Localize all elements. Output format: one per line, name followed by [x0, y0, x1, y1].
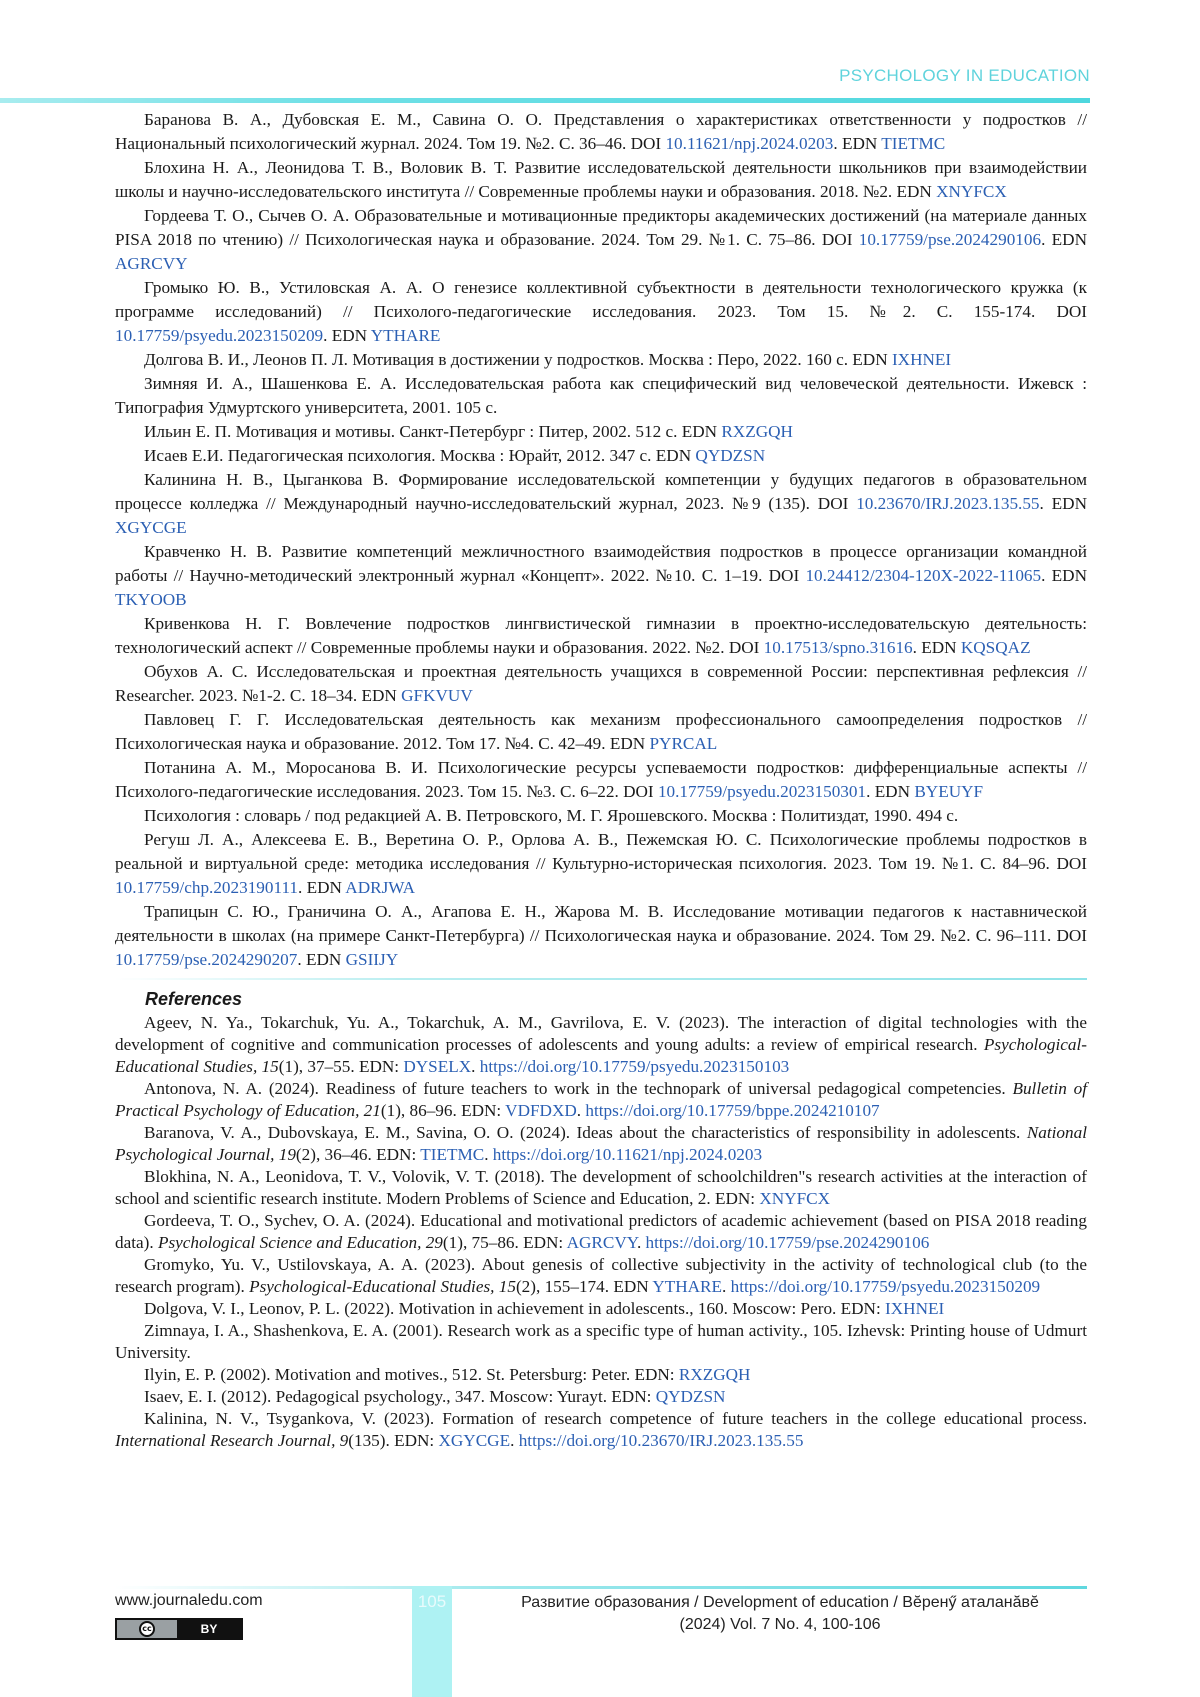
reference-text: Баранова В. А., Дубовская Е. М., Савина О. О. Представления о характеристиках ответственности у подростков // Национальный психологический журнал. 2024. Том 19. №2. С. 36–46. DOI: [115, 110, 1087, 153]
page-number: 105: [417, 1592, 447, 1611]
reference-text: Потанина А. М., Моросанова В. И. Психологические ресурсы успеваемости подростков: дифференциальные аспекты // Психолого-педагогические исследования. 2023. Том 15. №3. С. 6–22. DOI: [115, 758, 1087, 801]
russian-reference-list: [115, 108, 1087, 972]
license-label: BY: [200, 1622, 218, 1636]
reference-item: [115, 1078, 1087, 1122]
reference-item: [115, 804, 1087, 828]
reference-item: [115, 1012, 1087, 1078]
edn-label: . EDN: [1039, 494, 1087, 513]
reference-pages: (2), 36–46. EDN:: [295, 1145, 421, 1164]
edn-link[interactable]: GFKVUV: [401, 686, 473, 705]
doi-url-link[interactable]: https://doi.org/10.17759/psyedu.2023150103: [479, 1057, 790, 1076]
reference-item: [115, 156, 1087, 204]
reference-text: Регуш Л. А., Алексеева Е. В., Веретина О. Р., Орлова А. В., Пежемская Ю. С. Психологические проблемы подростков в реальной и виртуальной среде: методика исследования // Культурно-историческая психология. 2023. Том 19. №1. С. 84–96. DOI: [115, 830, 1087, 873]
edn-label: . EDN: [866, 782, 915, 801]
section-separator: [115, 978, 1087, 980]
separator-text: .: [510, 1431, 519, 1450]
edn-link[interactable]: ADRJWA: [345, 878, 415, 897]
reference-text: Исаев Е.И. Педагогическая психология. Москва : Юрайт, 2012. 347 с. EDN: [144, 446, 696, 465]
reference-item: [115, 372, 1087, 420]
edn-link[interactable]: YTHARE: [652, 1277, 723, 1296]
reference-text: Трапицын С. Ю., Граничина О. А., Агапова Е. Н., Жарова М. В. Исследование мотивации педагогов к наставнической деятельности в школах (на примере Санкт-Петербурга) // Психологическая наука и образование. 2024. Том 29. №2. С. 96–111. DOI: [115, 902, 1087, 945]
edn-link[interactable]: IXHNEI: [891, 350, 952, 369]
edn-link[interactable]: TIETMC: [881, 134, 946, 153]
edn-link[interactable]: BYEUYF: [914, 782, 984, 801]
reference-item: [115, 1210, 1087, 1254]
reference-text: Gromyko, Yu. V., Ustilovskaya, A. A. (2023). About genesis of collective subjectivity in the activity of technological club (to the research program).: [115, 1255, 1087, 1296]
reference-item: [115, 1320, 1087, 1364]
separator-text: .: [471, 1057, 480, 1076]
reference-text: Blokhina, N. A., Leonidova, T. V., Volovik, V. T. (2018). The development of schoolchildren"s research activities at the interaction of school and scientific research institute. Modern Problems of Science and Education, 2. EDN:: [115, 1167, 1087, 1208]
reference-item: [115, 540, 1087, 612]
doi-url-link[interactable]: https://doi.org/10.17759/psyedu.2023150209: [730, 1277, 1041, 1296]
reference-text: Громыко Ю. В., Устиловская А. А. О генезисе коллективной субъектности в деятельности технологического кружка (к программе исследований) // Психолого-педагогические исследования. 2023. Том 15. №2. С. 155-174. DOI: [115, 278, 1087, 321]
separator-text: .: [636, 1233, 646, 1252]
reference-text: Блохина Н. А., Леонидова Т. В., Воловик В. Т. Развитие исследовательской деятельности школьников при взаимодействии школы и научно-исследовательского института // Современные проблемы науки и образования. 2018. №2. EDN: [115, 158, 1087, 201]
reference-item: [115, 1166, 1087, 1210]
reference-item: [115, 276, 1087, 348]
edn-link[interactable]: TKYOOB: [115, 590, 187, 609]
page-content: [115, 108, 1087, 1452]
doi-url-link[interactable]: https://doi.org/10.17759/pse.2024290106: [645, 1233, 930, 1252]
edn-link[interactable]: TIETMC: [420, 1145, 485, 1164]
doi-link[interactable]: 10.17759/psyedu.2023150209: [115, 326, 324, 345]
doi-url-link[interactable]: https://doi.org/10.17759/bppe.2024210107: [585, 1101, 880, 1120]
edn-link[interactable]: PYRCAL: [649, 734, 718, 753]
journal-section-label: PSYCHOLOGY IN EDUCATION: [839, 66, 1090, 85]
reference-pages: (1), 86–96. EDN:: [380, 1101, 506, 1120]
separator-text: .: [576, 1101, 586, 1120]
journal-name: Psychological-Educational Studies, 15: [115, 1035, 1087, 1076]
edn-link[interactable]: IXHNEI: [885, 1299, 945, 1318]
edn-label: . EDN: [912, 638, 961, 657]
edn-link[interactable]: AGRCVY: [566, 1233, 637, 1252]
reference-item: [115, 828, 1087, 900]
journal-citation: [470, 1592, 1090, 1636]
edn-link[interactable]: VDFDXD: [505, 1101, 577, 1120]
reference-text: Zimnaya, I. A., Shashenkova, E. A. (2001). Research work as a specific type of human activity., 105. Izhevsk: Printing house of Udmurt University.: [115, 1321, 1087, 1362]
doi-link[interactable]: 10.23670/IRJ.2023.135.55: [856, 494, 1040, 513]
separator-text: .: [722, 1277, 731, 1296]
journal-name: National Psychological Journal, 19: [115, 1123, 1087, 1164]
journal-name: Bulletin of Practical Psychology of Education, 21: [115, 1079, 1087, 1120]
english-reference-list: [115, 1012, 1087, 1452]
reference-item: [115, 1254, 1087, 1298]
header-rule: [0, 98, 1090, 103]
reference-pages: (135). EDN:: [348, 1431, 439, 1450]
reference-item: [115, 1364, 1087, 1386]
cc-icon: cc: [139, 1621, 155, 1637]
reference-text: Ильин Е. П. Мотивация и мотивы. Санкт-Петербург : Питер, 2002. 512 с. EDN: [144, 422, 722, 441]
edn-label: . EDN: [1041, 230, 1087, 249]
reference-pages: (1), 75–86. EDN:: [442, 1233, 567, 1252]
edn-label: . EDN: [1041, 566, 1087, 585]
edn-label: . EDN: [297, 950, 346, 969]
reference-item: [115, 468, 1087, 540]
reference-text: Кравченко Н. В. Развитие компетенций межличностного взаимодействия подростков в процессе организации командной работы // Научно-методический электронный журнал «Концепт». 2022. №10. С. 1–19. DOI: [115, 542, 1087, 585]
doi-link[interactable]: 10.17759/chp.2023190111: [115, 878, 299, 897]
cc-by-license-badge[interactable]: [115, 1618, 243, 1640]
reference-item: [115, 1386, 1087, 1408]
edn-link[interactable]: GSIIJY: [345, 950, 399, 969]
reference-item: [115, 1298, 1087, 1320]
reference-item: [115, 1408, 1087, 1452]
doi-link[interactable]: 10.17759/pse.2024290207: [115, 950, 298, 969]
doi-link[interactable]: 10.11621/npj.2024.0203: [665, 134, 834, 153]
edn-link[interactable]: XGYCGE: [438, 1431, 511, 1450]
reference-pages: (1), 37–55. EDN:: [278, 1057, 404, 1076]
reference-text: Isaev, E. I. (2012). Pedagogical psychology., 347. Moscow: Yurayt. EDN:: [144, 1387, 656, 1406]
edn-label: . EDN: [833, 134, 882, 153]
edn-link[interactable]: AGRCVY: [115, 254, 188, 273]
reference-text: Зимняя И. А., Шашенкова Е. А. Исследовательская работа как специфический вид человеческой деятельности. Ижевск : Типография Удмуртского университета, 2001. 105 с.: [115, 374, 1087, 417]
reference-item: [115, 756, 1087, 804]
journal-website-link[interactable]: www.journaledu.com: [115, 1592, 263, 1609]
journal-volume-line: (2024) Vol. 7 No. 4, 100-106: [679, 1616, 881, 1633]
edn-link[interactable]: DYSELX: [403, 1057, 472, 1076]
reference-text: Gordeeva, T. O., Sychev, O. A. (2024). Educational and motivational predictors of academic achievement (based on PISA 2018 reading data).: [115, 1211, 1087, 1252]
doi-url-link[interactable]: https://doi.org/10.11621/npj.2024.0203: [492, 1145, 763, 1164]
reference-text: Кривенкова Н. Г. Вовлечение подростков лингвистической гимназии в проектно-исследовательскую деятельность: технологический аспект // Современные проблемы науки и образования. 2022. №2. DOI: [115, 614, 1087, 657]
doi-link[interactable]: 10.17513/spno.31616: [763, 638, 913, 657]
journal-title-line: Развитие образования / Development of education / Вĕренӳ аталанăвĕ: [521, 1594, 1039, 1611]
reference-text: Гордеева Т. О., Сычев О. А. Образовательные и мотивационные предикторы академических достижений (на материале данных PISA 2018 по чтению) // Психологическая наука и образование. 2024. Том 29. №1. С. 75–86. DOI: [115, 206, 1087, 249]
reference-text: Павловец Г. Г. Исследовательская деятельность как механизм профессионального самоопределения подростков // Психологическая наука и образование. 2012. Том 17. №4. С. 42–49. EDN: [115, 710, 1087, 753]
reference-text: Калинина Н. В., Цыганкова В. Формирование исследовательской компетенции у будущих педагогов в образовательном процессе колледжа // Международный научно-исследовательский журнал, 2023. №9 (135). DOI: [115, 470, 1087, 513]
edn-link[interactable]: YTHARE: [370, 326, 441, 345]
doi-link[interactable]: 10.17759/psyedu.2023150301: [657, 782, 867, 801]
separator-text: .: [484, 1145, 493, 1164]
edn-link[interactable]: XGYCGE: [115, 518, 187, 537]
edn-link[interactable]: QYDZSN: [655, 1387, 726, 1406]
reference-text: Kalinina, N. V., Tsygankova, V. (2023). Formation of research competence of future teachers in the college educational process.: [144, 1409, 1087, 1428]
references-heading: References: [145, 989, 243, 1009]
reference-item: [115, 1122, 1087, 1166]
reference-item: [115, 708, 1087, 756]
reference-text: Antonova, N. A. (2024). Readiness of future teachers to work in the technopark of universal pedagogical competencies.: [144, 1079, 1013, 1098]
reference-item: [115, 108, 1087, 156]
reference-item: [115, 348, 1087, 372]
reference-text: Ilyin, E. P. (2002). Motivation and motives., 512. St. Petersburg: Peter. EDN:: [144, 1365, 679, 1384]
reference-item: [115, 612, 1087, 660]
edn-label: . EDN: [323, 326, 371, 345]
edn-link[interactable]: QYDZSN: [695, 446, 766, 465]
edn-link[interactable]: XNYFCX: [759, 1189, 831, 1208]
reference-pages: (2), 155–174. EDN: [515, 1277, 653, 1296]
reference-item: [115, 420, 1087, 444]
reference-text: Психология : словарь / под редакцией А. В. Петровского, М. Г. Ярошевского. Москва : Политиздат, 1990. 494 с.: [144, 806, 959, 825]
doi-url-link[interactable]: https://doi.org/10.23670/IRJ.2023.135.55: [518, 1431, 804, 1450]
doi-link[interactable]: 10.17759/pse.2024290106: [858, 230, 1042, 249]
reference-item: [115, 204, 1087, 276]
edn-link[interactable]: RXZGQH: [721, 422, 793, 441]
reference-item: [115, 444, 1087, 468]
reference-text: Долгова В. И., Леонов П. Л. Мотивация в достижении у подростков. Москва : Перо, 2022. 160 с. EDN: [144, 350, 892, 369]
edn-link[interactable]: RXZGQH: [678, 1365, 751, 1384]
reference-text: Ageev, N. Ya., Tokarchuk, Yu. A., Tokarchuk, A. M., Gavrilova, E. V. (2023). The interaction of digital technologies with the development of cognitive and communication processes of adolescents and young adults: a review of empirical research.: [115, 1013, 1087, 1054]
doi-link[interactable]: 10.24412/2304-120X-2022-11065: [805, 566, 1042, 585]
reference-text: Dolgova, V. I., Leonov, P. L. (2022). Motivation in achievement in adolescents., 160. Moscow: Pero. EDN:: [144, 1299, 886, 1318]
reference-item: [115, 900, 1087, 972]
reference-text: Baranova, V. A., Dubovskaya, E. M., Savina, O. O. (2024). Ideas about the characteristics of responsibility in adolescents.: [144, 1123, 1027, 1142]
journal-name: International Research Journal, 9: [115, 1431, 349, 1450]
journal-name: Psychological-Educational Studies, 15: [249, 1277, 516, 1296]
edn-link[interactable]: XNYFCX: [936, 182, 1007, 201]
edn-link[interactable]: KQSQAZ: [960, 638, 1031, 657]
journal-name: Psychological Science and Education, 29: [157, 1233, 443, 1252]
reference-text: Обухов А. С. Исследовательская и проектная деятельность учащихся в современной России: перспективная рефлексия // Researcher. 2023. №1-2. С. 18–34. EDN: [115, 662, 1087, 705]
edn-label: . EDN: [298, 878, 346, 897]
cc-logo: [117, 1620, 177, 1638]
footer-rule: [115, 1586, 1087, 1589]
reference-item: [115, 660, 1087, 708]
